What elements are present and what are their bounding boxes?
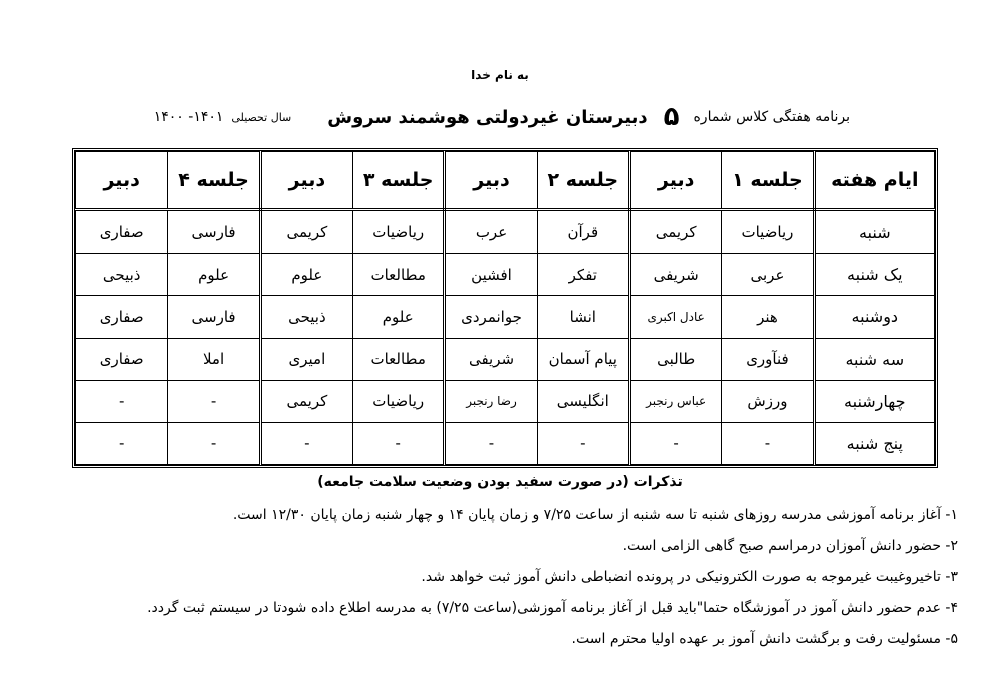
table-row [76, 254, 935, 296]
header-teacher-3: دبیر [260, 152, 352, 210]
invocation-text: به نام خدا [471, 68, 529, 82]
school-name: دبیرستان غیردولتی هوشمند سروش [327, 106, 648, 128]
subject-cell: عربی [722, 254, 814, 296]
subject-cell: ریاضیات [353, 210, 445, 254]
teacher-cell: - [260, 422, 352, 464]
class-number: ۵ [663, 102, 680, 132]
day-cell: شنبه [814, 210, 934, 254]
table-row [76, 380, 935, 422]
header-session-4: جلسه ۴ [168, 152, 260, 210]
subject-cell: فارسی [168, 296, 260, 338]
subject-cell: - [168, 380, 260, 422]
teacher-cell: افشین [445, 254, 537, 296]
teacher-cell: صفاری [76, 296, 168, 338]
subject-cell: - [722, 422, 814, 464]
subject-cell: مطالعات [353, 254, 445, 296]
teacher-cell: کریمی [260, 210, 352, 254]
notes-list [38, 500, 958, 655]
teacher-cell: - [76, 380, 168, 422]
subject-cell: ریاضیات [722, 210, 814, 254]
table-row [76, 338, 935, 380]
subject-cell: علوم [168, 254, 260, 296]
teacher-cell: رضا رنجبر [445, 380, 537, 422]
teacher-cell: عباس رنجبر [629, 380, 721, 422]
teacher-cell: کریمی [260, 380, 352, 422]
header-days: ایام هفته [814, 152, 934, 210]
note-item: ۲- حضور دانش آموزان درمراسم صبح گاهی الزامی است. [622, 538, 958, 554]
teacher-cell: ذبیحی [260, 296, 352, 338]
teacher-cell: عادل اکبری [629, 296, 721, 338]
subject-cell: - [537, 422, 629, 464]
header-session-2: جلسه ۲ [537, 152, 629, 210]
table-header-row [76, 152, 935, 210]
subject-cell: علوم [353, 296, 445, 338]
subject-cell: انشا [537, 296, 629, 338]
table-row [76, 422, 935, 464]
academic-year: ۱۴۰۱- ۱۴۰۰ [153, 109, 224, 125]
header-teacher-2: دبیر [445, 152, 537, 210]
subject-cell: فارسی [168, 210, 260, 254]
header-session-3: جلسه ۳ [353, 152, 445, 210]
teacher-cell: جوانمردی [445, 296, 537, 338]
teacher-cell: عرب [445, 210, 537, 254]
teacher-cell: طالبی [629, 338, 721, 380]
subject-cell: فنآوری [722, 338, 814, 380]
teacher-cell: - [76, 422, 168, 464]
note-item: ۱- آغاز برنامه آموزشی مدرسه روزهای شنبه تا سه شنبه از ساعت ۷/۲۵ و زمان پایان ۱۴ و چهار شنبه زمان پایان ۱۲/۳۰ است. [232, 507, 958, 523]
subject-cell: - [168, 422, 260, 464]
note-item: ۵- مسئولیت رفت و برگشت دانش آموز بر عهده اولیا محترم است. [571, 631, 958, 647]
subject-cell: انگلیسی [537, 380, 629, 422]
weekly-schedule-table [72, 148, 938, 468]
teacher-cell: امیری [260, 338, 352, 380]
day-cell: یک شنبه [814, 254, 934, 296]
table-row [76, 296, 935, 338]
day-cell: دوشنبه [814, 296, 934, 338]
document-header [150, 100, 850, 134]
header-teacher-4: دبیر [76, 152, 168, 210]
teacher-cell: کریمی [629, 210, 721, 254]
year-label: سال تحصیلی [231, 110, 292, 124]
subject-cell: قرآن [537, 210, 629, 254]
table-row [76, 210, 935, 254]
teacher-cell: صفاری [76, 210, 168, 254]
subject-cell: املا [168, 338, 260, 380]
teacher-cell: شریفی [629, 254, 721, 296]
subject-cell: تفکر [537, 254, 629, 296]
notes-title: تذکرات (در صورت سفید بودن وضعیت سلامت جامعه) [317, 474, 683, 490]
teacher-cell: صفاری [76, 338, 168, 380]
subject-cell: پیام آسمان [537, 338, 629, 380]
teacher-cell: ذبیحی [76, 254, 168, 296]
teacher-cell: - [629, 422, 721, 464]
note-item: ۳- تاخیروغیبت غیرموجه به صورت الکترونیکی در پرونده انضباطی دانش آموز ثبت خواهد شد. [421, 569, 958, 585]
note-item: ۴- عدم حضور دانش آموز در آموزشگاه حتما"باید قبل از آغاز برنامه آموزشی(ساعت ۷/۲۵) به مدرسه اطلاع داده شودتا در سیستم ثبت گردد. [147, 600, 958, 616]
subject-cell: هنر [722, 296, 814, 338]
subject-cell: ورزش [722, 380, 814, 422]
header-session-1: جلسه ۱ [722, 152, 814, 210]
day-cell: سه شنبه [814, 338, 934, 380]
teacher-cell: - [445, 422, 537, 464]
header-teacher-1: دبیر [629, 152, 721, 210]
subject-cell: - [353, 422, 445, 464]
teacher-cell: شریفی [445, 338, 537, 380]
day-cell: پنج شنبه [814, 422, 934, 464]
teacher-cell: علوم [260, 254, 352, 296]
program-label: برنامه هفتگی کلاس شماره [693, 109, 850, 125]
subject-cell: ریاضیات [353, 380, 445, 422]
day-cell: چهارشنبه [814, 380, 934, 422]
subject-cell: مطالعات [353, 338, 445, 380]
